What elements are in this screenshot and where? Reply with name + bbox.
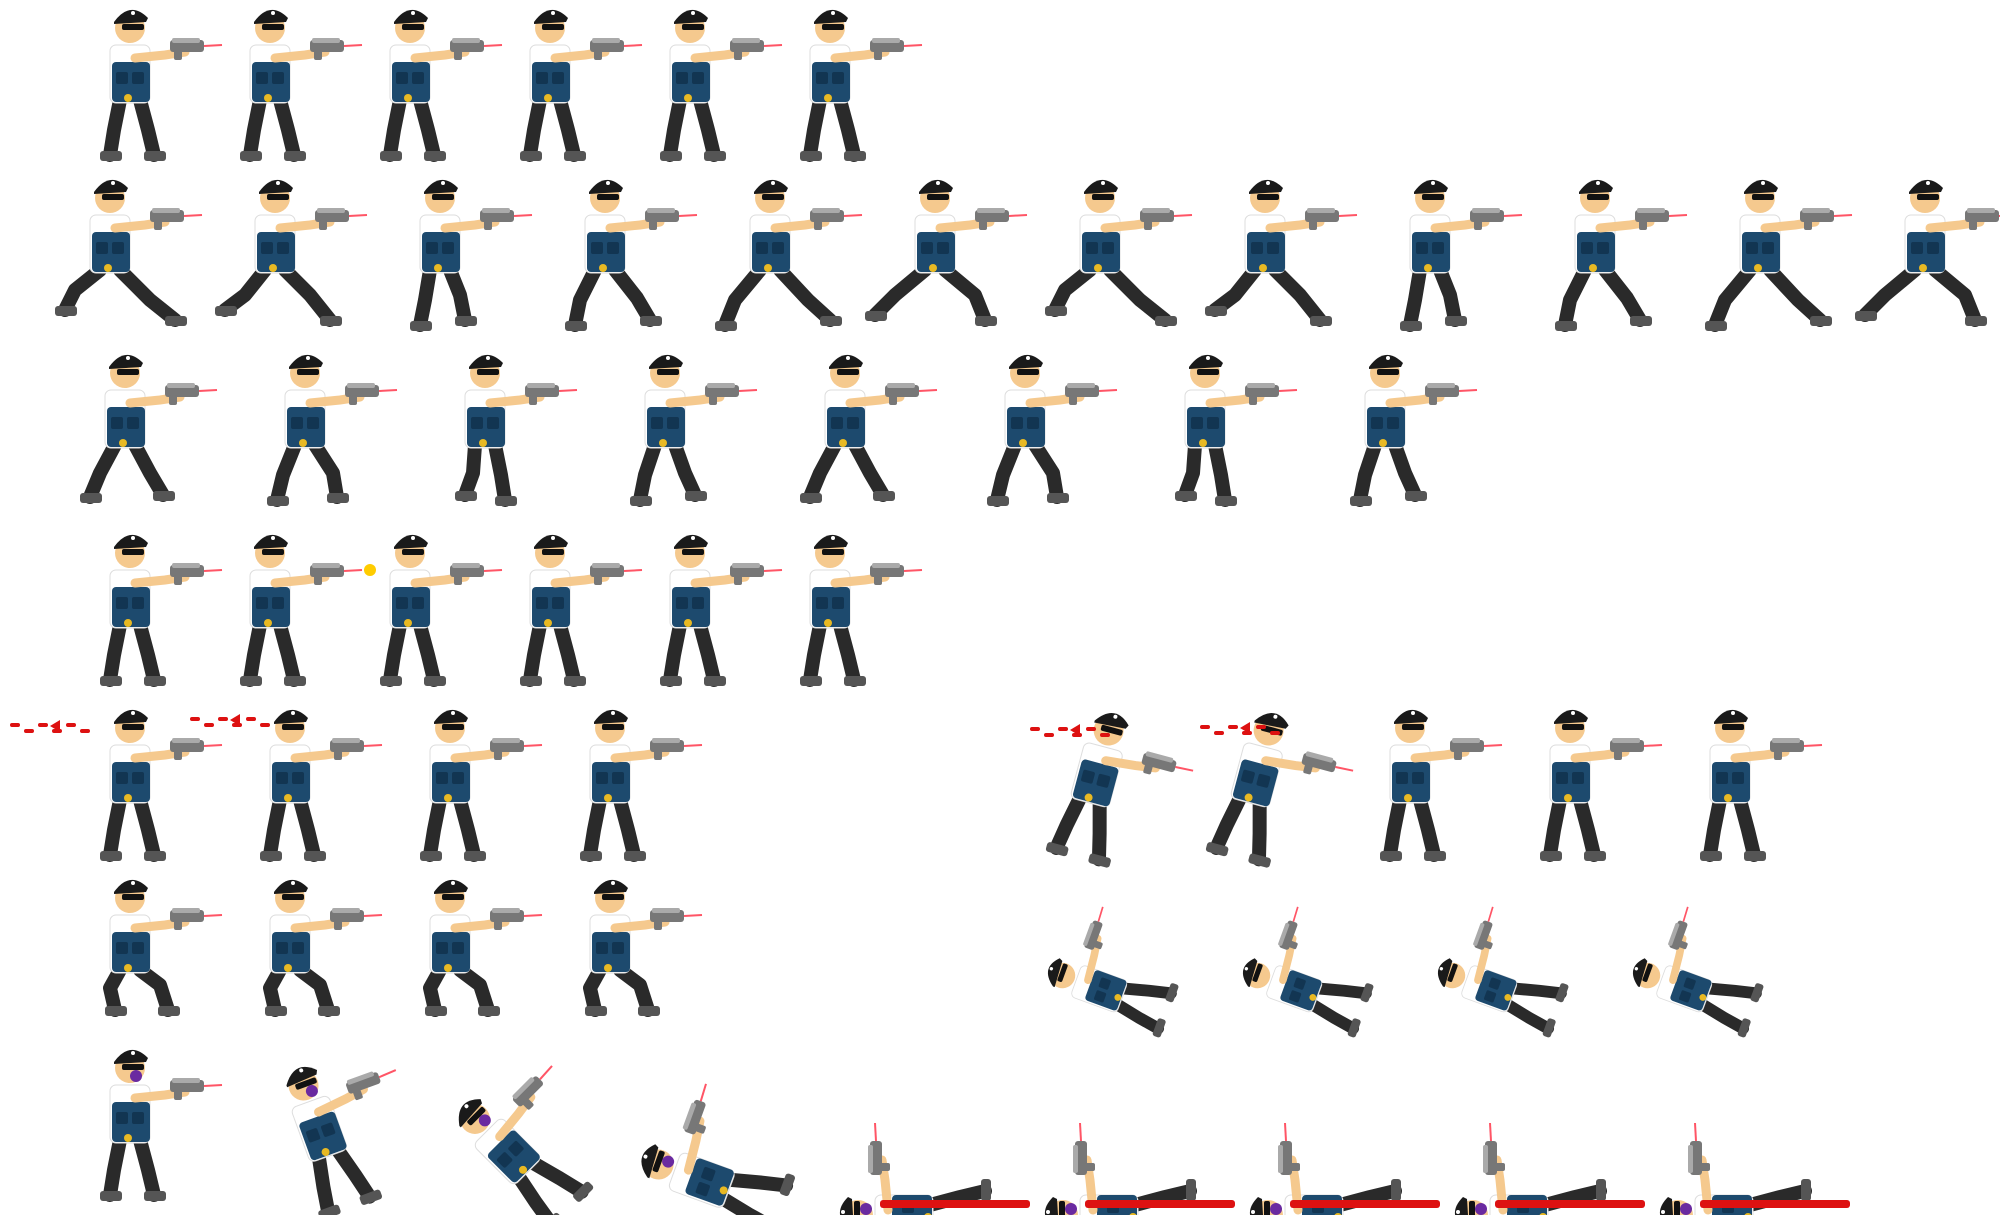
sprite-frame-idle-aim-6 [750,0,920,170]
sprite-frame-walk-2 [225,345,395,515]
sprite-frame-run-12 [1845,170,2000,340]
sprite-frame-jump-3 [370,870,540,1040]
sprite-frame-run-4 [525,170,695,340]
sprite-frame-run-2 [195,170,365,340]
sprite-frame-death-6 [1075,1040,1245,1210]
sprite-frame-hurt-back-4 [1490,700,1660,870]
sprite-frame-hurt-back-5 [1650,700,1820,870]
sprite-frame-shoot-6 [750,525,920,695]
sprite-frame-walk-1 [45,345,215,515]
sprite-frame-run-8 [1185,170,1355,340]
sprite-frame-death-9 [1690,1040,1860,1210]
sprite-frame-death-4 [665,1040,835,1210]
sprite-frame-crouch-shoot-up-4 [1595,870,1765,1040]
sprite-frame-jump-2 [210,870,380,1040]
sprite-frame-walk-5 [765,345,935,515]
sprite-frame-hurt-back-1 [1010,700,1180,870]
sprite-frame-run-5 [690,170,860,340]
sprite-frame-death-8 [1485,1040,1655,1210]
sprite-frame-death-7 [1280,1040,1450,1210]
sprite-frame-crouch-shoot-up-2 [1205,870,1375,1040]
sprite-frame-run-10 [1515,170,1685,340]
sprite-frame-death-2 [255,1040,425,1210]
sprite-frame-crouch-shoot-up-1 [1010,870,1180,1040]
sprite-frame-walk-7 [1125,345,1295,515]
sprite-frame-hurt-front-4 [530,700,700,870]
sprite-frame-hurt-back-3 [1330,700,1500,870]
sprite-frame-run-11 [1680,170,1850,340]
sprite-frame-hurt-back-2 [1170,700,1340,870]
sprite-frame-hurt-front-3 [370,700,540,870]
sprite-frame-walk-4 [585,345,755,515]
sprite-frame-walk-8 [1305,345,1475,515]
sprite-frame-run-3 [360,170,530,340]
sprite-frame-run-9 [1350,170,1520,340]
sprite-frame-walk-3 [405,345,575,515]
sprite-frame-jump-1 [50,870,220,1040]
sprite-frame-hurt-front-1 [50,700,220,870]
sprite-frame-crouch-shoot-up-3 [1400,870,1570,1040]
sprite-frame-run-1 [30,170,200,340]
sprite-frame-hurt-front-2 [210,700,380,870]
sprite-frame-jump-4 [530,870,700,1040]
sprite-frame-death-3 [460,1040,630,1210]
sprite-frame-walk-6 [945,345,1115,515]
sprite-frame-run-6 [855,170,1025,340]
sprite-frame-death-1 [50,1040,220,1210]
sprite-frame-death-5 [870,1040,1040,1210]
sprite-frame-run-7 [1020,170,1190,340]
